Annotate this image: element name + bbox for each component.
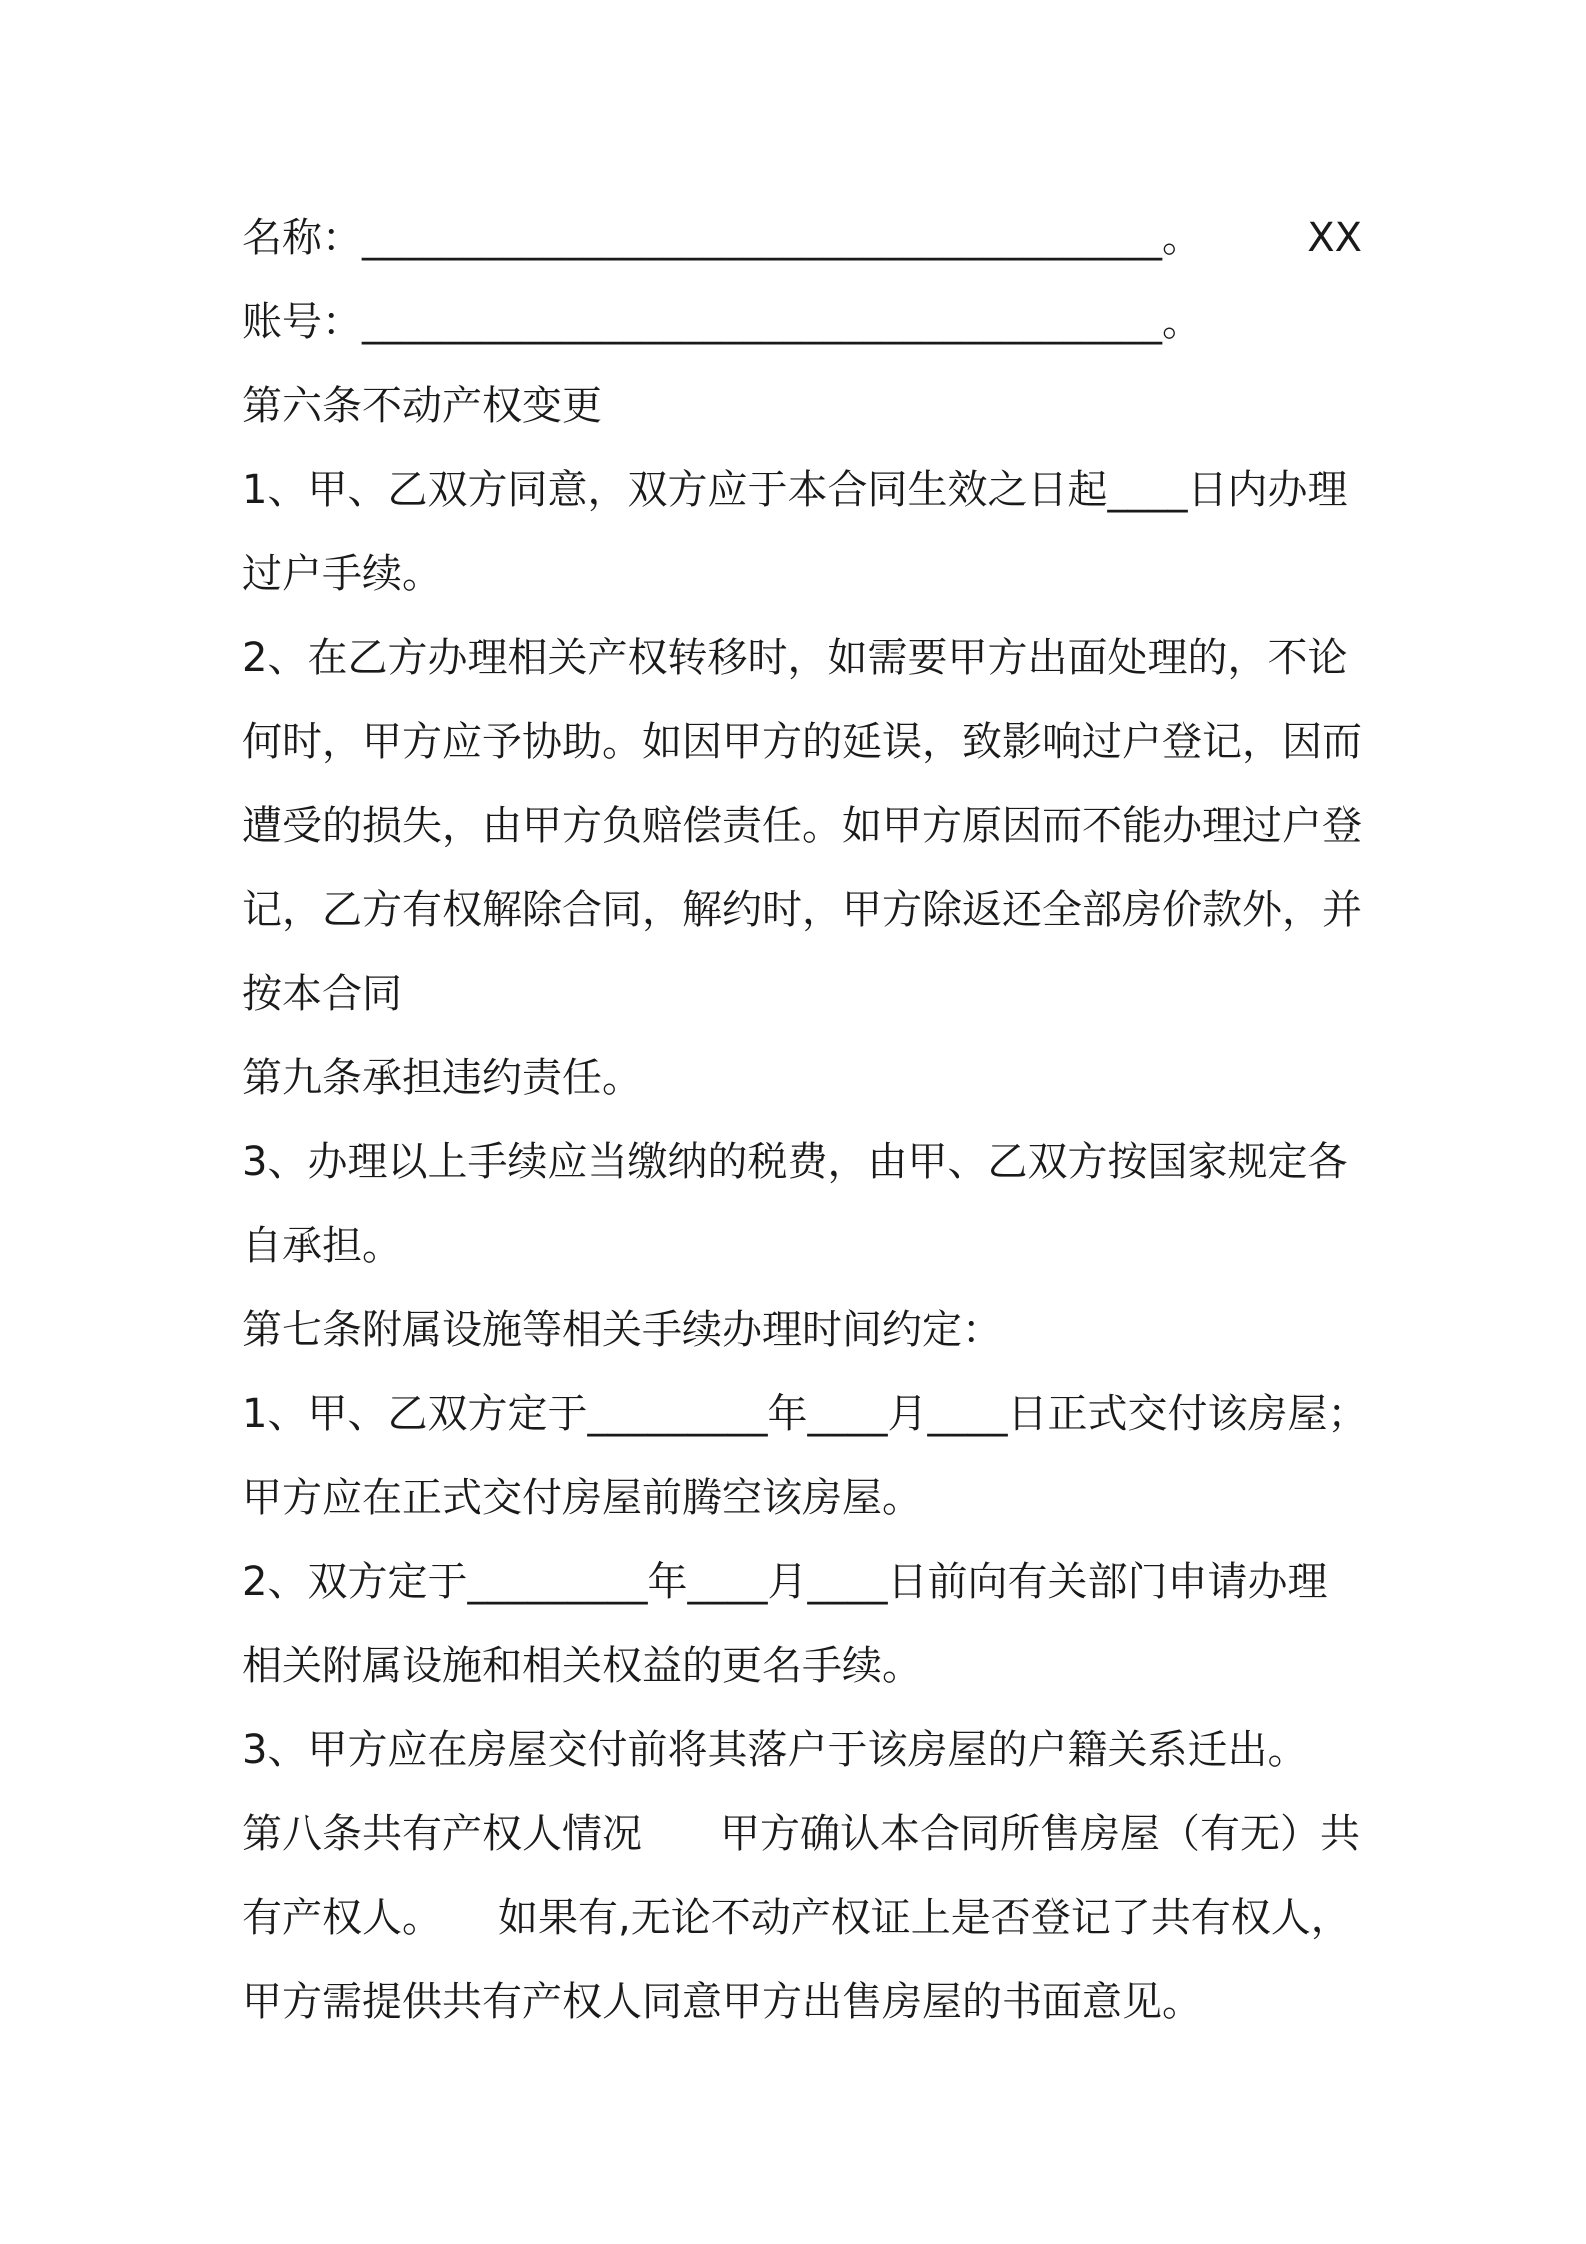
paragraph-line (242, 1876, 1362, 1960)
paragraph-line: 甲方需提供共有产权人同意甲方出售房屋的书面意见。 (242, 1979, 1202, 2025)
payee-name-trailing: XX (1307, 215, 1362, 261)
paragraph-line: 相关附属设施和相关权益的更名手续。 (242, 1643, 922, 1689)
article-9-line: 第九条承担违约责任。 (242, 1055, 642, 1101)
paragraph-line: 遭受的损失，由甲方负赔偿责任。如甲方原因而不能办理过户登 (242, 803, 1362, 849)
paragraph-line: 3、办理以上手续应当缴纳的税费，由甲、乙双方按国家规定各 (242, 1139, 1348, 1185)
paragraph-line: 过户手续。 (242, 551, 442, 597)
paragraph-line: 自承担。 (242, 1223, 402, 1269)
paragraph-line: 1、甲、乙双方同意，双方应于本合同生效之日起____日内办理 (242, 467, 1348, 513)
paragraph-line: 1、甲、乙双方定于_________年____月____日正式交付该房屋； (242, 1391, 1368, 1437)
payee-name-line (242, 196, 1362, 280)
paragraph-line: 3、甲方应在房屋交付前将其落户于该房屋的户籍关系迁出。 (242, 1727, 1308, 1773)
article-6-heading: 第六条不动产权变更 (242, 383, 602, 429)
article-8-heading: 第八条共有产权人情况 (242, 1811, 642, 1857)
paragraph-segment: 有产权人。 (242, 1895, 442, 1941)
paragraph-line: 甲方应在正式交付房屋前腾空该房屋。 (242, 1475, 922, 1521)
paragraph-line: 2、双方定于_________年____月____日前向有关部门申请办理 (242, 1559, 1328, 1605)
article-7-heading: 第七条附属设施等相关手续办理时间约定： (242, 1307, 1002, 1353)
document-body (242, 196, 1368, 2044)
article-8-line (242, 1792, 1362, 1876)
paragraph-line: 2、在乙方办理相关产权转移时，如需要甲方出面处理的，不论 (242, 635, 1348, 681)
account-number-line: 账号：________________________________________。 (242, 299, 1202, 345)
paragraph-line: 按本合同 (242, 971, 402, 1017)
paragraph-line: 何时，甲方应予协助。如因甲方的延误，致影响过户登记，因而 (242, 719, 1362, 765)
payee-name-text: 名称：________________________________________。 (242, 215, 1202, 261)
paragraph-segment: 如果有,无论不动产权证上是否登记了共有权人， (498, 1895, 1351, 1941)
article-8-text: 甲方确认本合同所售房屋（有无）共 (720, 1811, 1360, 1857)
paragraph-line: 记，乙方有权解除合同，解约时，甲方除返还全部房价款外，并 (242, 887, 1362, 933)
